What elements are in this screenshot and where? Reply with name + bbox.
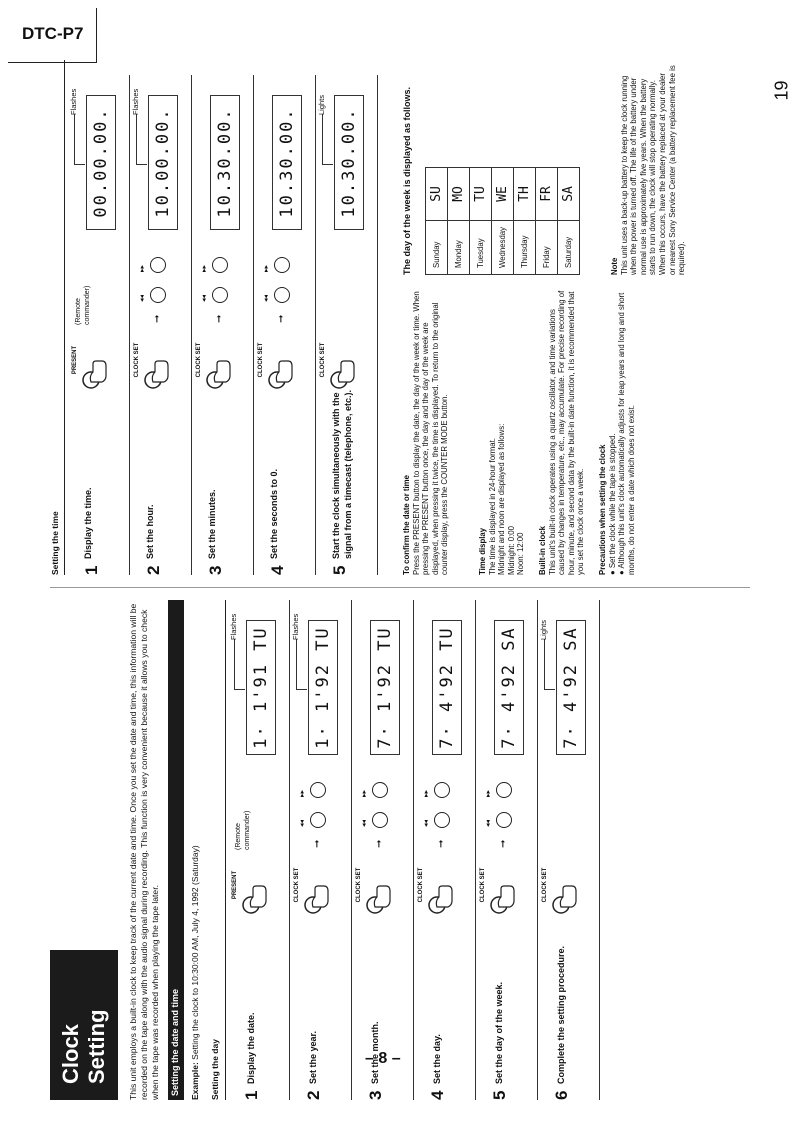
skip-forward-icon: ▸▸ — [485, 789, 492, 797]
callout-line — [136, 114, 147, 165]
lcd-display: 7· 4'92 SA — [556, 620, 586, 755]
week-day: Wednesday — [492, 220, 514, 274]
week-title: The day of the week is displayed as follows. — [402, 86, 412, 275]
section-heading: Setting the date and time — [168, 600, 184, 1100]
button-label: CLOCK SET — [196, 342, 202, 378]
skip-forward-button[interactable] — [372, 782, 388, 798]
time-line: Midnight and noon are displayed as follows: — [497, 423, 507, 575]
week-code: WE — [492, 167, 514, 220]
skip-forward-icon: ▸▸ — [201, 264, 208, 272]
step-text: Set the month. — [370, 1021, 380, 1084]
step-row — [538, 600, 600, 1100]
note-title: Note — [610, 257, 619, 275]
step-text: Start the clock simultaneously with the signal from a timecast (telephone, etc.). — [331, 389, 353, 559]
time-line: Midnight: 0:00 — [506, 526, 516, 575]
week-day: Saturday — [558, 220, 580, 274]
button-label: CLOCK SET — [418, 867, 424, 903]
hand-icon — [79, 356, 109, 390]
button-diagram[interactable] — [480, 855, 530, 915]
week-row — [558, 167, 580, 274]
step-row — [68, 75, 130, 575]
arrow-icon: ➞ — [276, 314, 287, 323]
example-text: Setting the clock to 10:30:00 AM, July 4, 1992 (Saturday) — [190, 845, 200, 1060]
lcd-display: 1· 1'92 TU — [308, 620, 338, 755]
time-title: Time display — [478, 527, 487, 575]
week-day: Monday — [448, 220, 470, 274]
week-code: MO — [448, 167, 470, 220]
page-number: 19 — [771, 80, 792, 101]
right-column — [50, 60, 750, 575]
step-number: 5 — [330, 565, 349, 575]
hand-icon — [141, 356, 171, 390]
step-row — [192, 75, 254, 575]
lcd-note: Lights — [539, 619, 548, 640]
note-text: This unit uses a back-up battery to keep the clock running when the power is turned off. The life of the battery under normal use is approximately five years. When the battery starts to run down, the clock will stop operating normally. When this occurs, have the battery replaced at your dealer or nearest Sony Service Center (a battery replacement fee is required). — [619, 65, 687, 275]
week-day: Friday — [536, 220, 558, 274]
button-diagram[interactable] — [196, 330, 246, 390]
skip-buttons — [262, 245, 308, 305]
callout-line — [234, 639, 245, 690]
arrow-icon: ➞ — [498, 839, 509, 848]
skip-back-icon: ◂◂ — [423, 819, 430, 827]
week-row — [470, 167, 492, 274]
subsection-rule — [225, 600, 226, 1100]
skip-forward-button[interactable] — [274, 257, 290, 273]
lcd-note: Flashes — [69, 88, 78, 115]
lcd-display: 7· 4'92 TU — [432, 620, 462, 755]
skip-forward-button[interactable] — [496, 782, 512, 798]
example-label: Example: — [190, 1062, 200, 1100]
step-text: Display the date. — [246, 1012, 256, 1084]
skip-buttons — [422, 770, 468, 830]
skip-forward-icon: ▸▸ — [139, 264, 146, 272]
intro-text: This unit employs a built-in clock to keep track of the current date and time. Once you set the date and time, this information will be recorded on the tape along with the audio signal during recording. This function is very convenient because it allows you to check when the tape was recorded when playing the tape later. — [128, 603, 160, 1100]
skip-back-icon: ◂◂ — [485, 819, 492, 827]
lcd-display: 00.00.00. — [86, 95, 116, 230]
callout-line — [544, 639, 555, 690]
step-row — [130, 75, 192, 575]
step-text: Set the hour. — [145, 504, 155, 559]
skip-forward-icon: ▸▸ — [361, 789, 368, 797]
step-text: Set the year. — [308, 1030, 318, 1084]
skip-forward-icon: ▸▸ — [263, 264, 270, 272]
week-table — [425, 167, 580, 275]
time-line: Noon: 12:00 — [516, 532, 526, 575]
arrow-icon: ➞ — [312, 839, 323, 848]
arrow-icon: ➞ — [152, 314, 163, 323]
step-row — [476, 600, 538, 1100]
lcd-note: Flashes — [291, 613, 300, 640]
precautions-title: Precautions when setting the clock — [598, 444, 607, 575]
skip-buttons — [138, 245, 184, 305]
skip-back-icon: ◂◂ — [299, 819, 306, 827]
remote-note: (Remote commander) — [235, 810, 251, 850]
button-label: CLOCK SET — [294, 867, 300, 903]
lcd-display: 10.30.00. — [334, 95, 364, 230]
subsection-rule-right — [64, 60, 65, 575]
confirm-title: To confirm the date or time — [402, 475, 411, 575]
step-number: 6 — [552, 1090, 571, 1100]
precaution-item: ● Set the clock while the tape is stopped. — [607, 433, 617, 575]
builtin-text: This unit's built-in clock operates using a quartz oscillator, and time variations caused by changes in temperature, etc., may accumulate. For precise recording of hour, minute, and second data by the built-in date function, it is recommended that you set the clock once a week. — [547, 290, 586, 575]
header-divider — [96, 8, 97, 63]
footer-page: – 8 – — [365, 1050, 401, 1067]
step-number: 2 — [144, 565, 163, 575]
step-row — [290, 600, 352, 1100]
button-label: PRESENT — [232, 870, 238, 900]
week-row — [492, 167, 514, 274]
lcd-display: 10.30.00. — [210, 95, 240, 230]
week-day: Sunday — [426, 220, 448, 274]
week-code: TU — [470, 167, 492, 220]
skip-buttons — [360, 770, 406, 830]
button-diagram[interactable] — [320, 330, 370, 390]
skip-buttons — [200, 245, 246, 305]
skip-back-icon: ◂◂ — [361, 819, 368, 827]
hand-icon — [425, 881, 455, 915]
skip-forward-icon: ▸▸ — [299, 789, 306, 797]
remote-note: (Remote commander) — [75, 285, 91, 325]
skip-back-button[interactable] — [434, 812, 450, 828]
precaution-item: ● Although this unit's clock automatically adjusts for leap years and long and short months, do not enter a date which does not exist. — [617, 292, 636, 575]
week-day: Tuesday — [470, 220, 492, 274]
lcd-display: 10.00.00. — [148, 95, 178, 230]
hand-icon — [327, 356, 357, 390]
confirm-text: Press the PRESENT button to display the date, the day of the week or time. When pressing the PRESENT button once, the day and the day of the week are displayed, when pressing it twice, the time is displayed. To return to the original counter display, press the COUNTER MODE button. — [411, 291, 450, 575]
hand-icon — [363, 881, 393, 915]
step-number: 1 — [82, 565, 101, 575]
step-number: 1 — [242, 1090, 261, 1100]
button-label: CLOCK SET — [480, 867, 486, 903]
lcd-note: Lights — [317, 94, 326, 115]
week-code: FR — [536, 167, 558, 220]
skip-back-button[interactable] — [150, 287, 166, 303]
builtin-block — [538, 290, 586, 575]
step-row — [316, 75, 378, 575]
confirm-block — [402, 290, 450, 575]
page-title: Clock Setting — [50, 950, 118, 1100]
column-divider — [50, 587, 750, 588]
button-label: PRESENT — [72, 345, 78, 375]
skip-buttons — [484, 770, 530, 830]
step-number: 5 — [490, 1090, 509, 1100]
step-row — [414, 600, 476, 1100]
step-number: 3 — [206, 565, 225, 575]
skip-back-button[interactable] — [212, 287, 228, 303]
week-row — [448, 167, 470, 274]
step-text: Set the day. — [432, 1034, 442, 1084]
callout-line — [296, 639, 307, 690]
button-diagram[interactable] — [134, 330, 184, 390]
time-line: The time is displayed in 24-hour format. — [487, 438, 497, 575]
lcd-note: Flashes — [229, 613, 238, 640]
arrow-icon: ➞ — [214, 314, 225, 323]
skip-back-icon: ◂◂ — [201, 294, 208, 302]
step-text: Set the minutes. — [207, 489, 217, 559]
step-number: 4 — [428, 1090, 447, 1100]
button-diagram[interactable] — [542, 855, 592, 915]
hand-icon — [265, 356, 295, 390]
skip-back-icon: ◂◂ — [263, 294, 270, 302]
skip-back-button[interactable] — [274, 287, 290, 303]
example-line — [190, 845, 200, 1100]
lcd-note: Flashes — [131, 88, 140, 115]
button-label: CLOCK SET — [134, 342, 140, 378]
builtin-title: Built-in clock — [538, 526, 547, 575]
step-number: 3 — [366, 1090, 385, 1100]
button-label: CLOCK SET — [542, 867, 548, 903]
skip-back-button[interactable] — [372, 812, 388, 828]
manual-page — [50, 60, 750, 1100]
hand-icon — [203, 356, 233, 390]
time-display-block — [478, 290, 526, 575]
subsection-time: Setting the time — [50, 511, 60, 575]
button-label: CLOCK SET — [320, 342, 326, 378]
week-row — [514, 167, 536, 274]
week-row — [426, 167, 448, 274]
step-row — [228, 600, 290, 1100]
skip-forward-button[interactable] — [434, 782, 450, 798]
step-row — [254, 75, 316, 575]
step-text: Complete the setting procedure. — [556, 945, 566, 1084]
step-row — [352, 600, 414, 1100]
button-diagram[interactable] — [72, 330, 122, 390]
precautions-block — [598, 290, 636, 575]
hand-icon — [239, 881, 269, 915]
week-code: TH — [514, 167, 536, 220]
skip-back-button[interactable] — [310, 812, 326, 828]
step-text: Set the seconds to 0. — [269, 468, 279, 559]
left-column — [50, 600, 750, 1100]
hand-icon — [301, 881, 331, 915]
skip-back-button[interactable] — [496, 812, 512, 828]
skip-forward-icon: ▸▸ — [423, 789, 430, 797]
button-diagram[interactable] — [418, 855, 468, 915]
lcd-display: 7· 1'92 TU — [370, 620, 400, 755]
callout-line — [74, 114, 85, 165]
button-diagram[interactable] — [356, 855, 406, 915]
lcd-display: 7· 4'92 SA — [494, 620, 524, 755]
skip-forward-button[interactable] — [310, 782, 326, 798]
step-text: Set the day of the week. — [494, 981, 504, 1084]
subsection-day: Setting the day — [210, 1039, 220, 1100]
skip-forward-button[interactable] — [150, 257, 166, 273]
week-row — [536, 167, 558, 274]
step-number: 4 — [268, 565, 287, 575]
header-model: DTC-P7 — [22, 24, 84, 43]
note-block — [610, 65, 687, 275]
arrow-icon: ➞ — [436, 839, 447, 848]
week-code: SA — [558, 167, 580, 220]
button-label: CLOCK SET — [258, 342, 264, 378]
lcd-display: 1· 1'91 TU — [246, 620, 276, 755]
step-text: Display the time. — [83, 487, 93, 559]
week-day: Thursday — [514, 220, 536, 274]
hand-icon — [549, 881, 579, 915]
skip-buttons — [298, 770, 344, 830]
button-diagram[interactable] — [294, 855, 344, 915]
button-label: CLOCK SET — [356, 867, 362, 903]
skip-forward-button[interactable] — [212, 257, 228, 273]
hand-icon — [487, 881, 517, 915]
arrow-icon: ➞ — [374, 839, 385, 848]
skip-back-icon: ◂◂ — [139, 294, 146, 302]
step-number: 2 — [304, 1090, 323, 1100]
week-code: SU — [426, 167, 448, 220]
button-diagram[interactable] — [258, 330, 308, 390]
button-diagram[interactable] — [232, 855, 282, 915]
lcd-display: 10.30.00. — [272, 95, 302, 230]
callout-line — [322, 114, 333, 165]
